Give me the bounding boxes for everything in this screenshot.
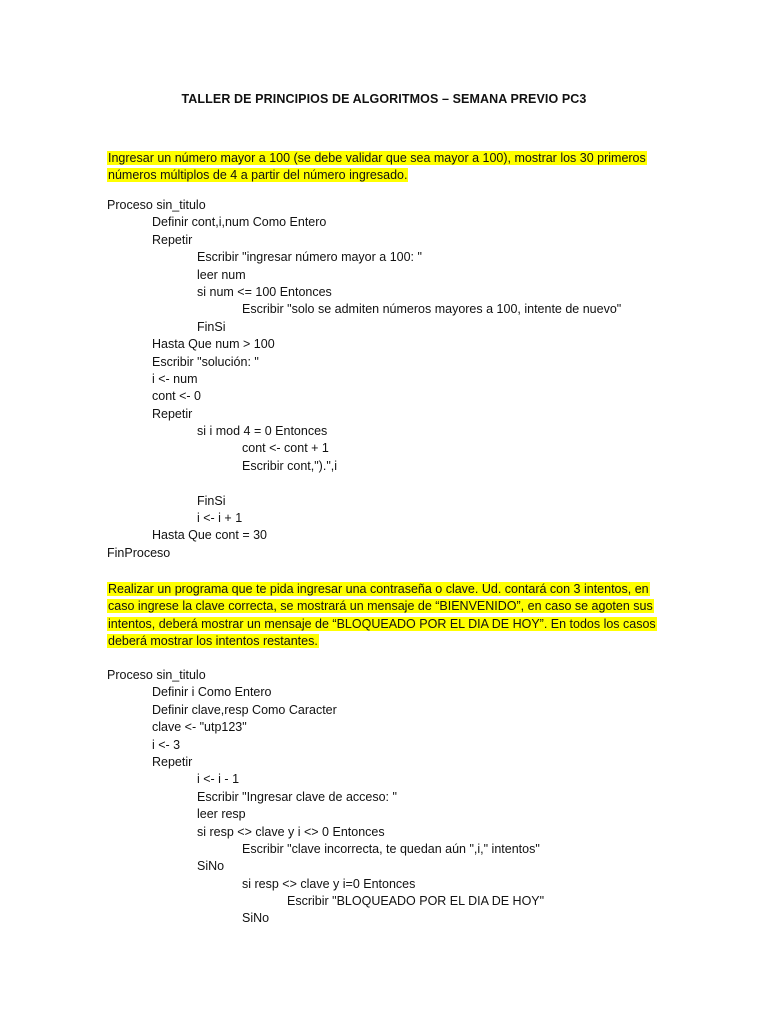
code-line: i <- 3 [152,737,181,752]
code-line: i <- num [152,371,198,386]
code-line: Proceso sin_titulo [107,198,206,212]
code-line: Escribir "solución: " [152,354,259,369]
exercise2-statement [107,581,667,651]
code-line: FinSi [197,493,226,508]
exercise1-statement-line [107,150,667,167]
code-line: FinSi [197,319,226,334]
page-title: TALLER DE PRINCIPIOS DE ALGORITMOS – SEMANA PREVIO PC3 [181,92,587,106]
code-line: Repetir [152,754,193,769]
code-line: i <- i - 1 [197,772,240,787]
code-line: i <- i + 1 [197,511,243,526]
code-line: cont <- 0 [152,389,201,404]
code-line [107,475,667,492]
exercise2-statement-line [107,616,667,633]
code-line: clave <- "utp123" [152,720,247,735]
code-line: Hasta Que num > 100 [152,337,275,352]
code-line: Escribir "Ingresar clave de acceso: " [197,789,397,804]
code-line: SiNo [242,911,270,926]
highlighted-text: Realizar un programa que te pida ingresar una contraseña o clave. Ud. contará con 3 intentos, en [108,582,649,596]
highlighted-text: caso ingrese la clave correcta, se mostrará un mensaje de “BIENVENIDO”, en caso se agoten sus [108,599,653,614]
code-line: Escribir "clave incorrecta, te quedan aún ",i," intentos" [242,841,540,856]
highlighted-text: Ingresar un número mayor a 100 (se debe validar que sea mayor a 100), mostrar los 30 primeros [108,151,646,165]
code-line: Hasta Que cont = 30 [152,528,268,543]
code-line: Repetir [152,232,193,247]
code-line: Proceso sin_titulo [107,668,206,682]
code-line: Escribir "solo se admiten números mayores a 100, intente de nuevo" [242,302,622,317]
code-line: Escribir "ingresar número mayor a 100: " [197,250,422,265]
code-line: leer resp [197,807,246,822]
code-line: si resp <> clave y i <> 0 Entonces [197,824,385,839]
highlighted-text: intentos, deberá mostrar un mensaje de “BLOQUEADO POR EL DIA DE HOY”. En todos los casos [108,616,656,631]
code-line: Definir i Como Entero [152,685,272,700]
exercise2-statement-line [107,633,667,650]
code-line: Escribir cont,").",i [242,458,338,473]
exercise1-statement-line [107,167,667,184]
code-line: Repetir [152,406,193,421]
exercise2-statement-line [107,581,667,598]
highlighted-text: números múltiplos de 4 a partir del número ingresado. [108,168,408,183]
code-line: Definir cont,i,num Como Entero [152,215,327,230]
code-line: Definir clave,resp Como Caracter [152,702,337,717]
exercise2-statement-line [107,598,667,615]
code-line: si num <= 100 Entonces [197,284,332,299]
code-line: si resp <> clave y i=0 Entonces [242,876,416,891]
code-line: si i mod 4 = 0 Entonces [197,424,328,439]
exercise1-statement [107,150,667,185]
exercise1-code [107,197,667,562]
code-line: leer num [197,267,246,282]
exercise2-code [107,667,667,928]
code-line: Escribir "BLOQUEADO POR EL DIA DE HOY" [287,894,545,909]
code-line: SiNo [197,859,225,874]
highlighted-text: deberá mostrar los intentos restantes. [108,634,318,649]
code-line: cont <- cont + 1 [242,441,329,456]
code-line: FinProceso [107,545,171,560]
